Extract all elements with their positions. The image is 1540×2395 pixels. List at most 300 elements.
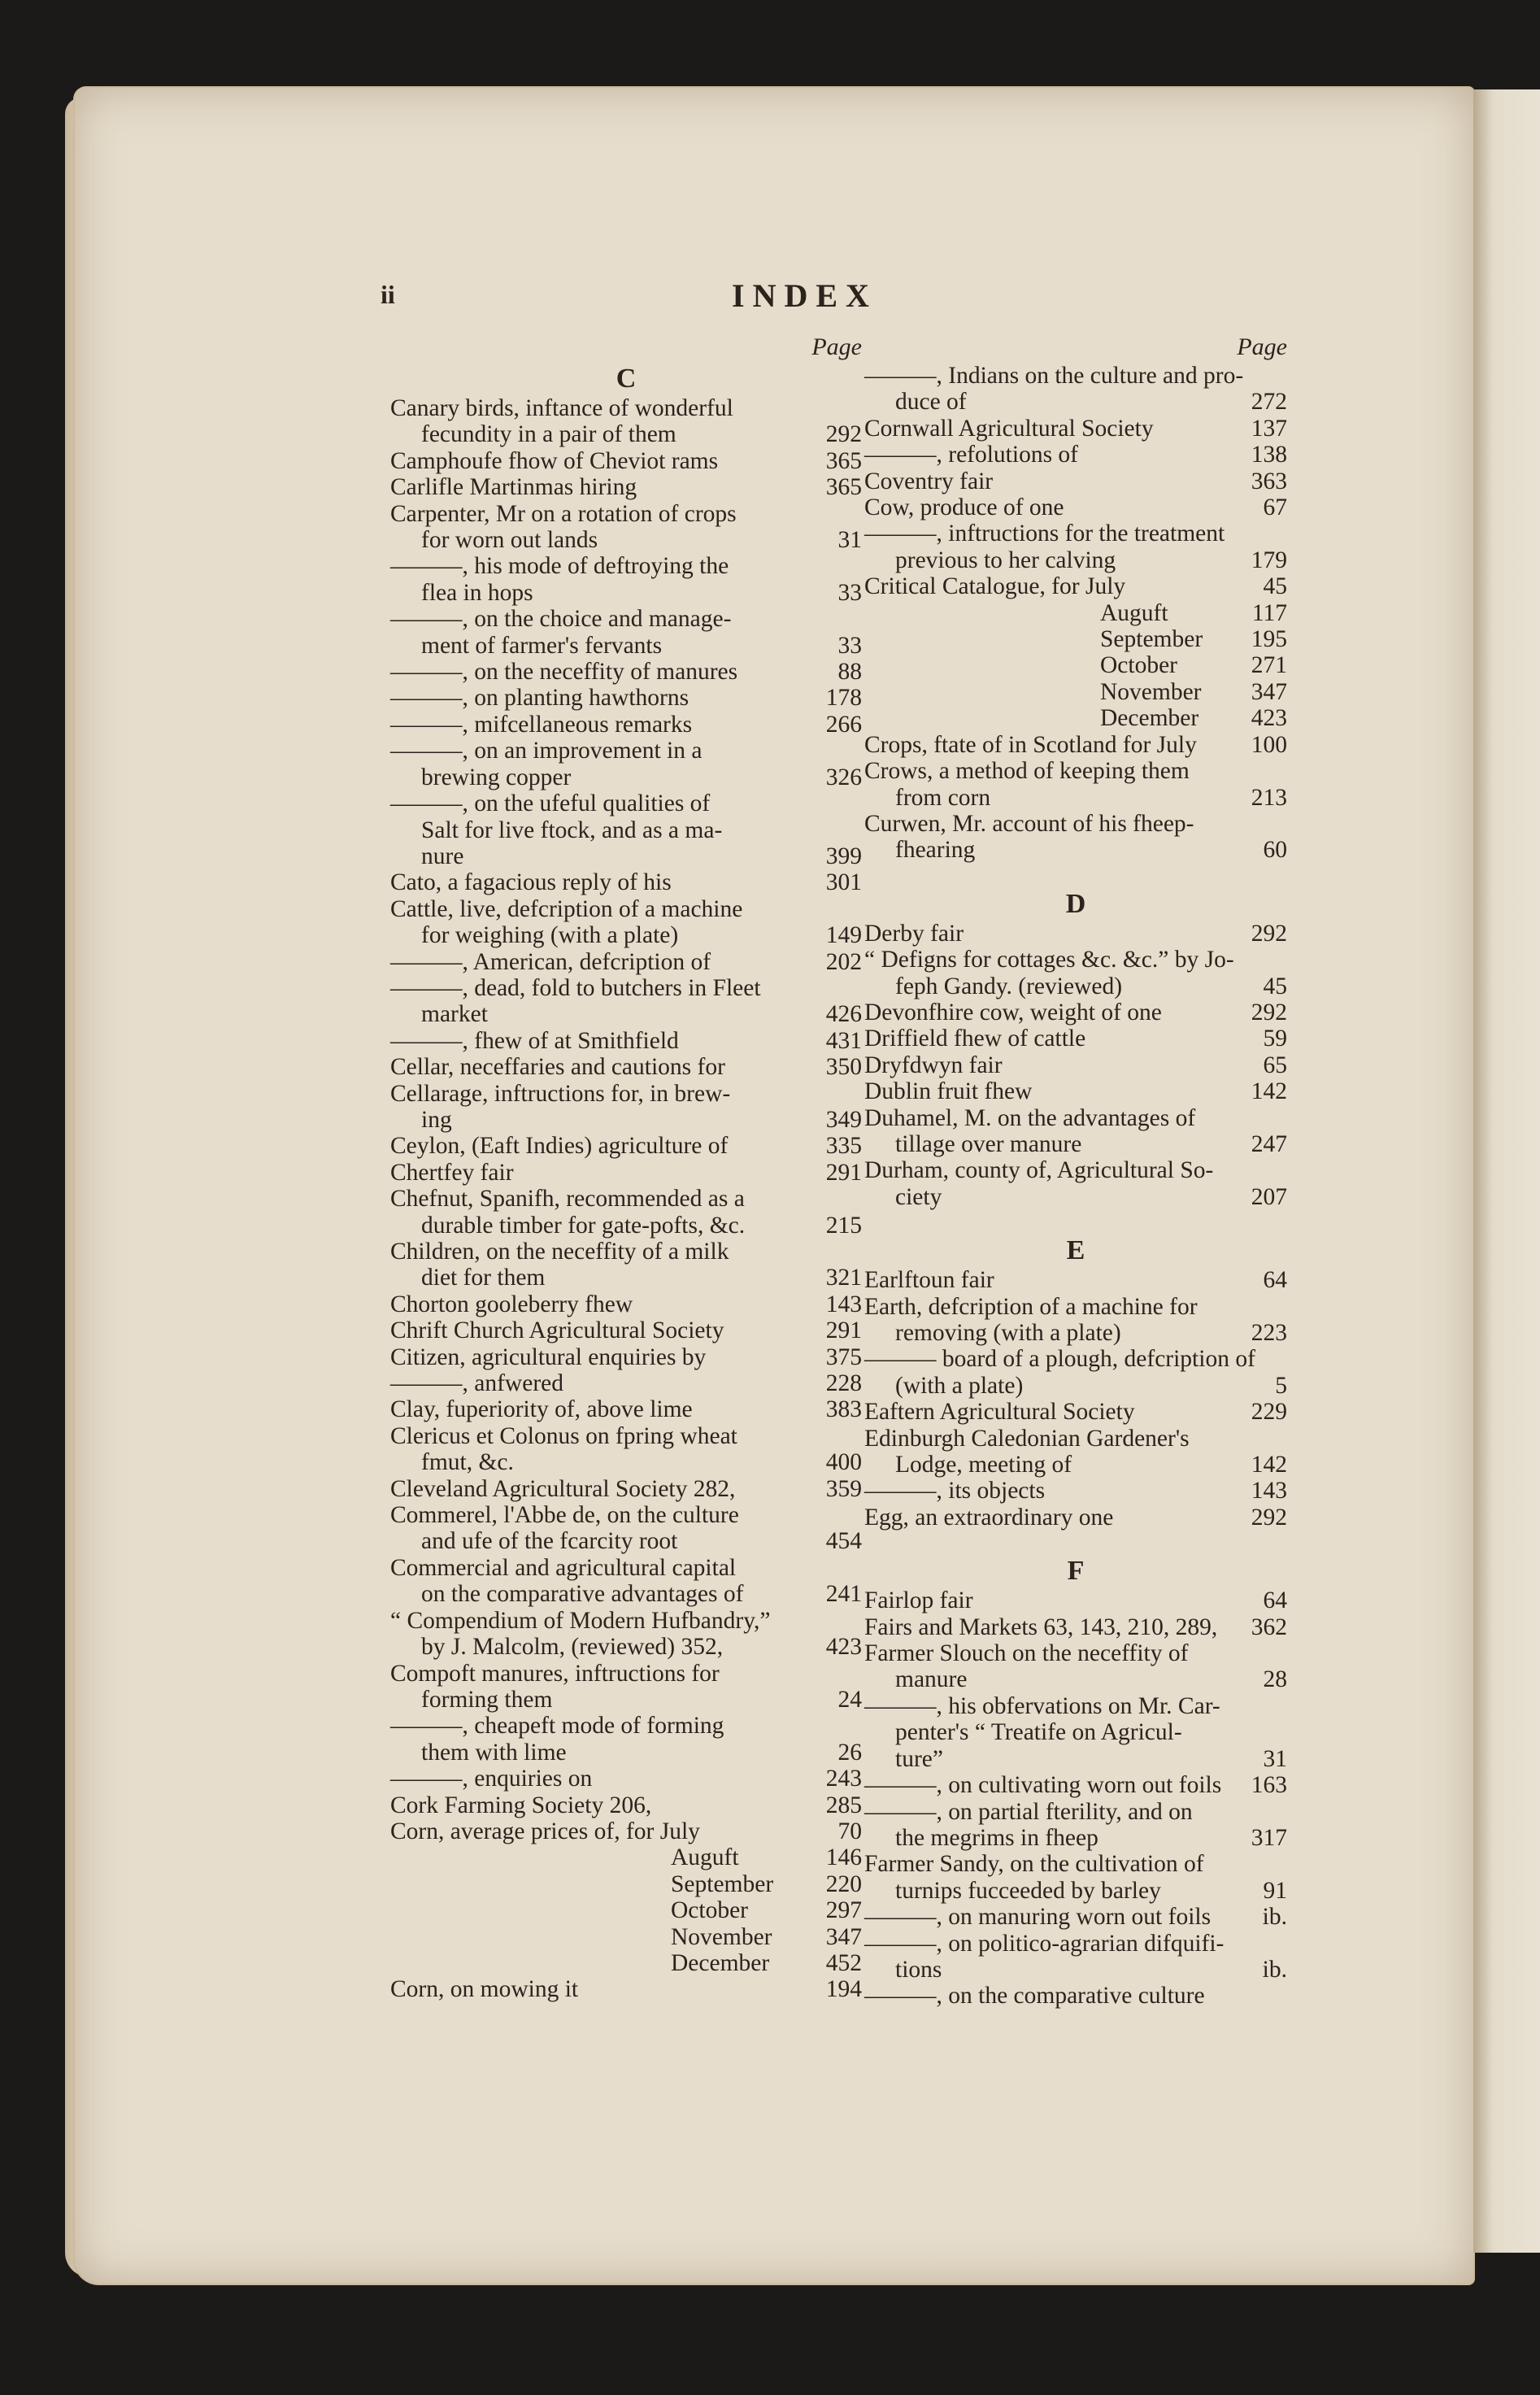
- index-entry: [864, 1904, 1287, 1930]
- index-entry: [864, 1078, 1287, 1104]
- month-page-number: 297: [825, 1897, 862, 1924]
- entry-text: Cornwall Agricultural Society: [864, 415, 1154, 442]
- entry-page-number: 60: [1263, 837, 1287, 864]
- entry-page-number: 45: [1263, 573, 1287, 600]
- index-entry: [390, 1133, 862, 1159]
- index-entry: [390, 712, 862, 738]
- index-entry: [864, 416, 1287, 442]
- folio-number: ii: [381, 280, 395, 309]
- entry-text: fecundity in a pair of them: [421, 421, 676, 448]
- index-entry: [390, 1291, 862, 1317]
- index-entry: [864, 1105, 1287, 1158]
- entry-text: ———, Indians on the culture and pro-: [864, 363, 1244, 389]
- index-entry: [864, 1983, 1287, 2009]
- entry-text: “ Defigns for cottages &c. &c.” by Jo-: [864, 947, 1234, 973]
- index-entry: [864, 1640, 1287, 1693]
- entry-text: Carlifle Martinmas hiring: [390, 474, 637, 501]
- entry-page-number: 326: [825, 764, 862, 790]
- index-entry: [864, 1851, 1287, 1904]
- index-entry: [390, 738, 862, 790]
- index-entry: [390, 474, 862, 500]
- entry-text: ———, cheapeft mode of forming: [390, 1713, 724, 1740]
- entry-page-number: 223: [1251, 1320, 1287, 1346]
- entry-page-number: 26: [837, 1739, 862, 1766]
- entry-page-number: 362: [1251, 1613, 1287, 1640]
- entry-page-number: 70: [837, 1818, 862, 1844]
- index-entry: [864, 1399, 1287, 1425]
- month-name: November: [671, 1923, 772, 1950]
- entry-text: penter's “ Treatife on Agricul-: [895, 1719, 1182, 1746]
- index-entry: [864, 811, 1287, 864]
- entry-text: flea in hops: [421, 579, 533, 606]
- entry-text: Cellar, neceffaries and cautions for: [390, 1054, 725, 1081]
- entry-text: Cleveland Agricultural Society 282,: [390, 1475, 736, 1502]
- entry-page-number: 301: [825, 869, 862, 896]
- entry-page-number: 247: [1251, 1130, 1287, 1157]
- month-name: November: [1100, 678, 1202, 705]
- entry-text: ment of farmer's fervants: [421, 632, 663, 659]
- entry-page-number: 59: [1263, 1025, 1287, 1052]
- entry-text: Critical Catalogue, for July: [864, 573, 1126, 600]
- entry-page-number: 179: [1251, 546, 1287, 573]
- entry-page-number: 241: [825, 1581, 862, 1608]
- month-name: Auguft: [1100, 599, 1168, 626]
- entry-text: tillage over manure: [895, 1130, 1082, 1157]
- index-entry: [864, 1504, 1287, 1531]
- entry-page-number: 317: [1251, 1824, 1287, 1851]
- entry-text: ———, refolutions of: [864, 442, 1079, 468]
- entry-text: Fairlop fair: [864, 1587, 973, 1614]
- month-name: October: [671, 1897, 749, 1924]
- entry-text: Curwen, Mr. account of his fheep-: [864, 810, 1194, 837]
- index-entry: [390, 1054, 862, 1080]
- entry-text: ———, on the neceffity of manures: [390, 659, 738, 686]
- entry-text: Chorton gooleberry fhew: [390, 1291, 633, 1317]
- index-entry: [390, 1502, 862, 1555]
- index-entry: [864, 1025, 1287, 1052]
- entry-text: Citizen, agricultural enquiries by: [390, 1343, 707, 1370]
- entry-text: Salt for live ftock, and as a ma-: [421, 816, 723, 843]
- index-entry: [864, 1157, 1287, 1210]
- index-entry: [864, 1267, 1287, 1293]
- right-entries-c2: [864, 732, 1287, 864]
- entry-text: fhearing: [895, 837, 976, 864]
- entry-text: for worn out lands: [421, 527, 598, 554]
- entry-text: duce of: [895, 389, 967, 416]
- entry-text: market: [421, 1001, 488, 1028]
- entry-page-number: 65: [1263, 1052, 1287, 1078]
- page-title: INDEX: [732, 277, 877, 314]
- entry-text: (with a plate): [895, 1372, 1024, 1399]
- left-entries: [390, 395, 862, 1844]
- index-entry: [390, 1976, 862, 2002]
- index-entry: [390, 1792, 862, 1818]
- month-page-number: 423: [1251, 705, 1287, 732]
- entry-page-number: 31: [837, 527, 862, 554]
- entry-text: Chrift Church Agricultural Society: [390, 1317, 724, 1344]
- month-page-number: 347: [825, 1923, 862, 1950]
- index-entry: [864, 1614, 1287, 1640]
- entry-text: Cattle, live, defcription of a machine: [390, 895, 743, 922]
- entry-text: ———, on the choice and manage-: [390, 606, 732, 633]
- index-entry: [390, 659, 862, 685]
- entry-text: ——— board of a plough, defcription of: [864, 1346, 1255, 1373]
- entry-page-number: 64: [1263, 1267, 1287, 1294]
- index-entry: [864, 921, 1287, 947]
- entry-text: Durham, county of, Agricultural So-: [864, 1157, 1214, 1184]
- entry-page-number: 400: [825, 1449, 862, 1476]
- entry-text: ———, enquiries on: [390, 1766, 593, 1792]
- index-entry: [390, 606, 862, 659]
- entry-page-number: 137: [1251, 415, 1287, 442]
- entry-page-number: 163: [1251, 1772, 1287, 1799]
- entry-text: turnips fucceeded by barley: [895, 1877, 1161, 1904]
- index-entry: [864, 732, 1287, 758]
- index-entry: [864, 1799, 1287, 1852]
- entry-page-number: 194: [825, 1976, 862, 2003]
- entry-text: Cellarage, inftructions for, in brew-: [390, 1080, 731, 1107]
- month-page-number: 146: [825, 1844, 862, 1871]
- index-entry: [390, 1370, 862, 1396]
- month-entry: [864, 600, 1287, 626]
- month-entry: [390, 1950, 862, 1976]
- entry-text: ———, his mode of deftroying the: [390, 553, 729, 580]
- index-entry: [390, 949, 862, 975]
- entry-page-number: 365: [825, 447, 862, 474]
- entry-page-number: 33: [837, 632, 862, 659]
- entry-text: durable timber for gate-pofts, &c.: [421, 1212, 746, 1239]
- index-entry: [390, 1239, 862, 1291]
- entry-page-number: 100: [1251, 731, 1287, 758]
- index-entry: [864, 758, 1287, 811]
- index-entry: [390, 395, 862, 448]
- entry-text: nure: [421, 843, 464, 869]
- index-entry: [390, 1713, 862, 1766]
- index-entry: [390, 1396, 862, 1422]
- left-last-entry: [390, 1976, 862, 2002]
- month-entry: [390, 1924, 862, 1950]
- entry-page-number: 350: [825, 1054, 862, 1081]
- entry-text: ———, on the ufeful qualities of: [390, 790, 711, 817]
- entry-text: ture”: [895, 1745, 943, 1772]
- month-entry: [864, 626, 1287, 652]
- entry-page-number: 272: [1251, 389, 1287, 416]
- entry-text: the megrims in fheep: [895, 1824, 1098, 1851]
- entry-text: ———, mifcellaneous remarks: [390, 711, 693, 738]
- index-entry: [390, 1476, 862, 1502]
- entry-text: Carpenter, Mr on a rotation of crops: [390, 500, 737, 527]
- index-entry: [390, 1818, 862, 1844]
- entry-page-number: 88: [837, 659, 862, 686]
- month-name: December: [1100, 705, 1199, 732]
- entry-text: diet for them: [421, 1265, 546, 1291]
- entry-text: removing (with a plate): [895, 1320, 1121, 1346]
- entry-page-number: 149: [825, 922, 862, 949]
- entry-page-number: 399: [825, 843, 862, 869]
- page-column-label: Page: [1237, 333, 1287, 360]
- entry-text: ———, dead, fold to butchers in Fleet: [390, 974, 761, 1001]
- entry-page-number: ib.: [1262, 1904, 1287, 1931]
- entry-text: Duhamel, M. on the advantages of: [864, 1104, 1196, 1131]
- index-entry: [864, 520, 1287, 573]
- month-name: September: [671, 1870, 774, 1897]
- entry-text: Crows, a method of keeping them: [864, 758, 1190, 785]
- entry-text: ing: [421, 1106, 452, 1133]
- entry-page-number: 91: [1263, 1877, 1287, 1904]
- entry-text: previous to her calving: [895, 546, 1116, 573]
- entry-text: Fairs and Markets 63, 143, 210, 289,: [864, 1613, 1218, 1640]
- entry-page-number: 228: [825, 1370, 862, 1397]
- index-entry: [390, 501, 862, 554]
- entry-page-number: 335: [825, 1133, 862, 1160]
- entry-text: brewing copper: [421, 764, 572, 790]
- entry-page-number: 45: [1263, 973, 1287, 999]
- entry-text: Devonfhire cow, weight of one: [864, 999, 1162, 1025]
- entry-text: Lodge, meeting of: [895, 1452, 1072, 1478]
- right-entries-c: [864, 363, 1287, 600]
- index-entry: [864, 947, 1287, 999]
- entry-page-number: 243: [825, 1766, 862, 1792]
- index-entry: [390, 1160, 862, 1186]
- entry-page-number: 64: [1263, 1587, 1287, 1614]
- entry-page-number: 454: [825, 1528, 862, 1555]
- entry-page-number: 215: [825, 1212, 862, 1239]
- index-entry: [864, 1931, 1287, 1983]
- entry-text: ———, on cultivating worn out foils: [864, 1772, 1222, 1799]
- section-letter-f: F: [1067, 1556, 1085, 1587]
- index-entry: [864, 1478, 1287, 1504]
- entry-text: ———, on planting hawthorns: [390, 685, 690, 712]
- entry-text: Corn, average prices of, for July: [390, 1818, 700, 1844]
- entry-text: Camphoufe fhow of Cheviot rams: [390, 447, 719, 474]
- index-entry: [864, 494, 1287, 520]
- left-column: [390, 333, 862, 2003]
- entry-page-number: 359: [825, 1475, 862, 1502]
- month-name: October: [1100, 652, 1178, 679]
- index-entry: [390, 1317, 862, 1343]
- index-entry: [864, 1294, 1287, 1347]
- month-entry: [390, 1871, 862, 1897]
- entry-text: Derby fair: [864, 920, 964, 947]
- entry-page-number: 28: [1263, 1666, 1287, 1693]
- entry-text: Dryfdwyn fair: [864, 1052, 1003, 1078]
- entry-text: Ceylon, (Eaft Indies) agriculture of: [390, 1133, 729, 1160]
- entry-page-number: 142: [1251, 1452, 1287, 1478]
- entry-text: Cato, a fagacious reply of his: [390, 869, 672, 896]
- entry-text: ———, on an improvement in a: [390, 738, 703, 764]
- index-entry: [390, 869, 862, 895]
- entry-text: by J. Malcolm, (reviewed) 352,: [421, 1634, 724, 1661]
- entry-text: “ Compendium of Modern Hufbandry,”: [390, 1607, 771, 1634]
- section-letter-c: C: [616, 364, 637, 394]
- index-entry: [390, 1555, 862, 1608]
- entry-page-number: ib.: [1262, 1956, 1287, 1983]
- entry-text: Eaftern Agricultural Society: [864, 1399, 1135, 1426]
- index-entry: [864, 1346, 1287, 1399]
- entry-page-number: 143: [1251, 1478, 1287, 1504]
- entry-text: Corn, on mowing it: [390, 1976, 579, 2003]
- entry-text: feph Gandy. (reviewed): [895, 973, 1123, 999]
- entry-text: Dublin fruit fhew: [864, 1078, 1033, 1105]
- entry-page-number: 67: [1263, 494, 1287, 521]
- index-entry: [390, 975, 862, 1028]
- entry-page-number: 363: [1251, 468, 1287, 494]
- right-entries-d: [864, 921, 1287, 1210]
- month-entry: [864, 652, 1287, 678]
- entry-text: ———, on partial fterility, and on: [864, 1798, 1193, 1825]
- entry-page-number: 285: [825, 1792, 862, 1818]
- entry-text: ———, on politico-agrarian difquifi-: [864, 1930, 1225, 1957]
- entry-text: ———, American, defcription of: [390, 948, 711, 975]
- entry-page-number: 292: [1251, 1504, 1287, 1531]
- month-page-number: 220: [825, 1870, 862, 1897]
- page-column-label: Page: [811, 333, 862, 360]
- entry-text: tions: [895, 1956, 942, 1983]
- section-letter-e: E: [1066, 1235, 1085, 1266]
- entry-page-number: 292: [825, 421, 862, 448]
- entry-text: Clericus et Colonus on fpring wheat: [390, 1422, 737, 1449]
- index-entry: [390, 1766, 862, 1792]
- entry-page-number: 138: [1251, 442, 1287, 468]
- entry-page-number: 266: [825, 711, 862, 738]
- right-month-list: [864, 600, 1287, 732]
- month-name: September: [1100, 626, 1203, 653]
- entry-text: on the comparative advantages of: [421, 1581, 744, 1608]
- entry-text: ———, anfwered: [390, 1370, 563, 1397]
- entry-text: ———, on the comparative culture: [864, 1983, 1205, 2010]
- entry-page-number: 291: [825, 1159, 862, 1186]
- entry-text: ———, fhew of at Smithfield: [390, 1027, 679, 1054]
- index-entry: [390, 1661, 862, 1714]
- entry-text: Cow, produce of one: [864, 494, 1064, 521]
- index-entry: [390, 896, 862, 949]
- index-entry: [864, 1426, 1287, 1478]
- entry-text: Canary birds, inftance of wonderful: [390, 395, 733, 421]
- index-entry: [864, 1772, 1287, 1798]
- entry-text: Edinburgh Caledonian Gardener's: [864, 1425, 1190, 1452]
- right-entries-f: [864, 1587, 1287, 2010]
- entry-page-number: 31: [1263, 1745, 1287, 1772]
- entry-page-number: 426: [825, 1001, 862, 1028]
- entry-text: ciety: [895, 1183, 942, 1210]
- entry-page-number: 143: [825, 1291, 862, 1317]
- entry-page-number: 33: [837, 579, 862, 606]
- entry-text: Coventry fair: [864, 468, 994, 494]
- index-entry: [390, 1423, 862, 1476]
- index-entry: [864, 1587, 1287, 1613]
- entry-page-number: 431: [825, 1027, 862, 1054]
- entry-page-number: 178: [825, 685, 862, 712]
- index-entry: [390, 1608, 862, 1661]
- entry-page-number: 24: [837, 1686, 862, 1713]
- month-entry: [864, 679, 1287, 705]
- entry-text: Farmer Sandy, on the cultivation of: [864, 1851, 1204, 1878]
- entry-text: Driffield fhew of cattle: [864, 1025, 1086, 1052]
- month-entry: [864, 705, 1287, 731]
- entry-text: from corn: [895, 784, 991, 811]
- month-name: Auguft: [671, 1844, 739, 1871]
- index-entry: [390, 1028, 862, 1054]
- entry-text: forming them: [421, 1686, 553, 1713]
- entry-page-number: 291: [825, 1317, 862, 1344]
- entry-page-number: 292: [1251, 999, 1287, 1025]
- month-name: December: [671, 1949, 770, 1976]
- entry-text: Children, on the neceffity of a milk: [390, 1239, 729, 1265]
- entry-text: Cork Farming Society 206,: [390, 1792, 652, 1818]
- month-page-number: 452: [825, 1949, 862, 1976]
- entry-page-number: 5: [1275, 1372, 1287, 1399]
- entry-text: Commerel, l'Abbe de, on the culture: [390, 1502, 739, 1529]
- entry-page-number: 213: [1251, 784, 1287, 811]
- entry-page-number: 349: [825, 1106, 862, 1133]
- entry-page-number: 207: [1251, 1183, 1287, 1210]
- month-page-number: 117: [1251, 599, 1287, 626]
- index-entry: [864, 999, 1287, 1025]
- entry-text: ———, inftructions for the treatment: [864, 520, 1225, 547]
- right-column: [864, 333, 1287, 2010]
- entry-page-number: 365: [825, 474, 862, 501]
- entry-text: Farmer Slouch on the neceffity of: [864, 1640, 1189, 1667]
- entry-page-number: 292: [1251, 920, 1287, 947]
- entry-page-number: 321: [825, 1265, 862, 1291]
- entry-text: Commercial and agricultural capital: [390, 1554, 737, 1581]
- entry-text: ———, on manuring worn out foils: [864, 1904, 1212, 1931]
- running-head: [0, 277, 1540, 325]
- entry-text: them with lime: [421, 1739, 567, 1766]
- index-entry: [390, 790, 862, 869]
- entry-text: fmut, &c.: [421, 1449, 514, 1476]
- index-entry: [390, 553, 862, 606]
- index-entry: [390, 685, 862, 711]
- entry-text: Earlftoun fair: [864, 1267, 994, 1294]
- facing-page-edge: [1473, 89, 1540, 2253]
- entry-text: ———, its objects: [864, 1478, 1046, 1504]
- month-entry: [390, 1844, 862, 1870]
- index-entry: [390, 1081, 862, 1134]
- section-letter-d: D: [1065, 888, 1086, 919]
- entry-text: Crops, ftate of in Scotland for July: [864, 731, 1197, 758]
- entry-page-number: 202: [825, 948, 862, 975]
- index-entry: [864, 1693, 1287, 1772]
- entry-text: ———, his obfervations on Mr. Car-: [864, 1692, 1220, 1719]
- entry-text: Compoft manures, inftructions for: [390, 1660, 720, 1687]
- index-entry: [390, 1186, 862, 1239]
- entry-text: Clay, fuperiority of, above lime: [390, 1396, 693, 1423]
- index-entry: [390, 448, 862, 474]
- entry-text: Chertfey fair: [390, 1159, 514, 1186]
- month-page-number: 195: [1251, 626, 1287, 653]
- entry-text: manure: [895, 1666, 968, 1693]
- month-entry: [390, 1897, 862, 1923]
- index-entry: [864, 363, 1287, 416]
- index-entry: [864, 573, 1287, 599]
- index-entry: [390, 1344, 862, 1370]
- entry-page-number: 142: [1251, 1078, 1287, 1105]
- entry-page-number: 375: [825, 1343, 862, 1370]
- entry-text: and ufe of the fcarcity root: [421, 1528, 678, 1555]
- month-page-number: 271: [1251, 652, 1287, 679]
- entry-page-number: 383: [825, 1396, 862, 1423]
- index-entry: [864, 442, 1287, 468]
- left-month-list: [390, 1844, 862, 1976]
- entry-page-number: 229: [1251, 1399, 1287, 1426]
- index-entry: [864, 468, 1287, 494]
- entry-text: Chefnut, Spanifh, recommended as a: [390, 1186, 745, 1213]
- month-page-number: 347: [1251, 678, 1287, 705]
- entry-text: Egg, an extraordinary one: [864, 1504, 1114, 1531]
- entry-text: for weighing (with a plate): [421, 922, 679, 949]
- right-entries-e: [864, 1267, 1287, 1531]
